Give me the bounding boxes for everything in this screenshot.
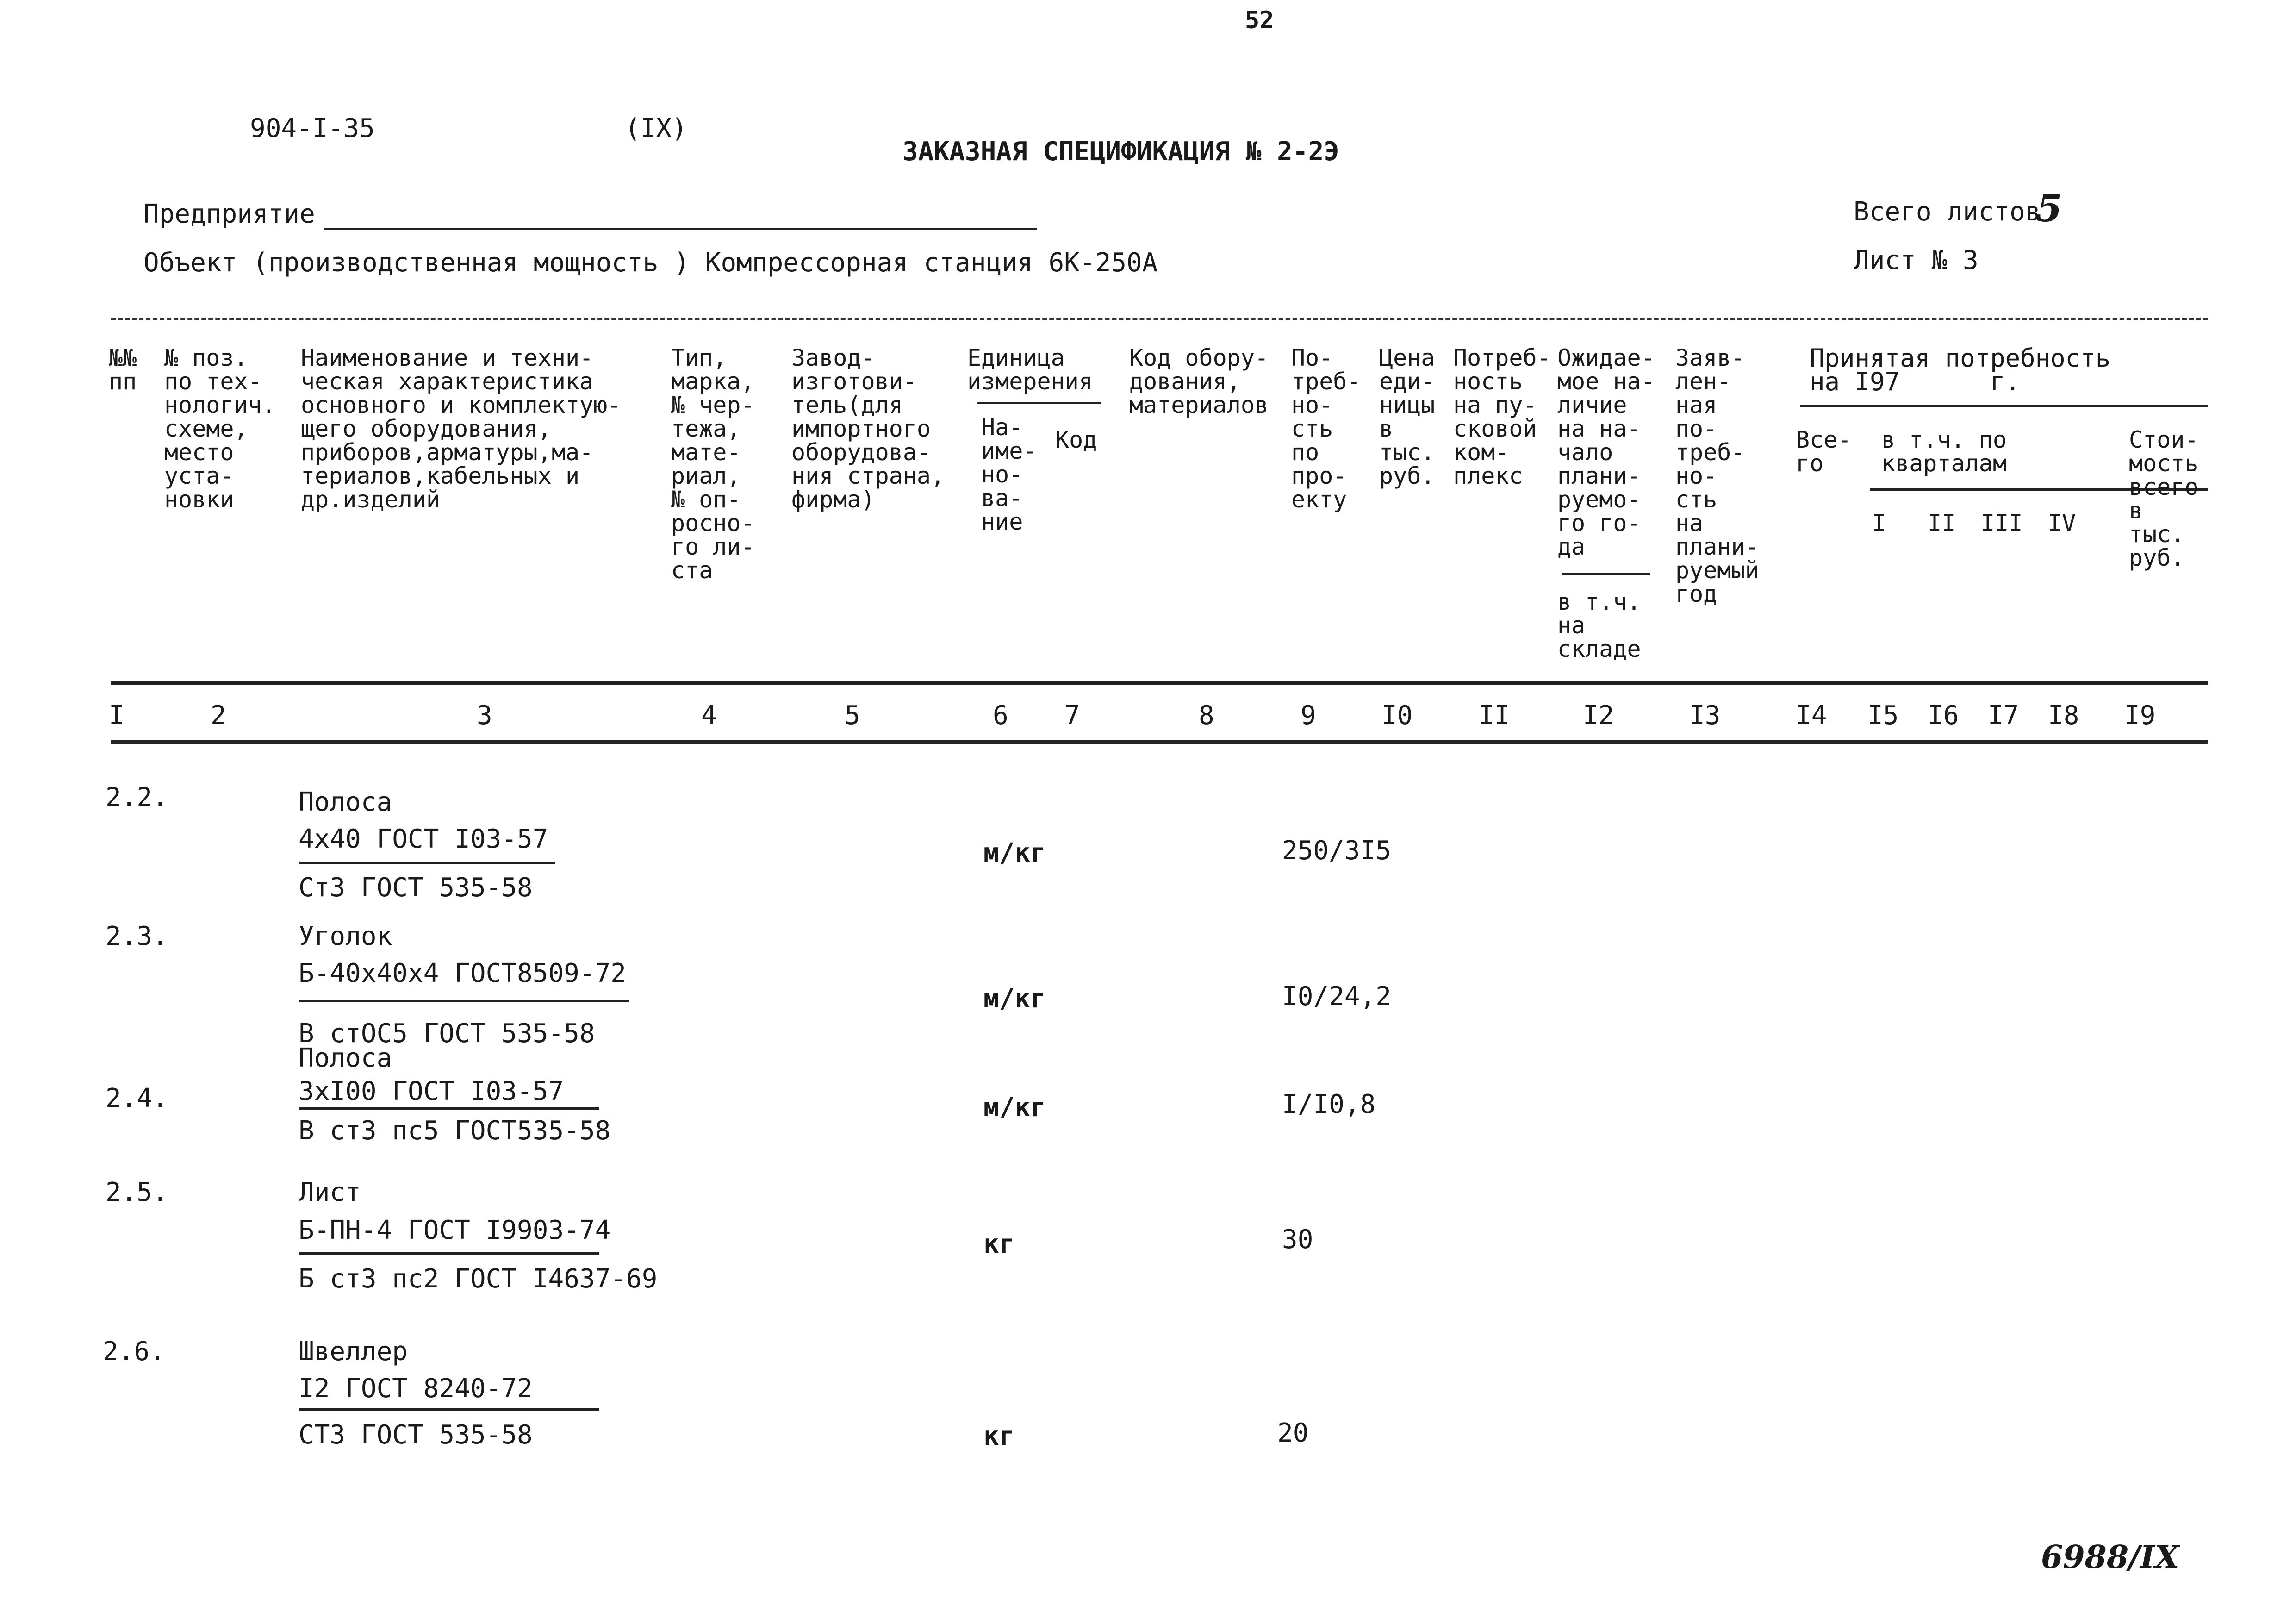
column-number: 5 [845,700,860,731]
header-col-6: На- име- но- ва- ние [981,414,1037,535]
item-spec: 3хI00 ГОСТ I03-57 [299,1076,564,1106]
column-number: I4 [1796,700,1827,731]
row-number: 2.5. [106,1177,168,1207]
item-material: В ст3 пс5 ГОСТ535-58 [299,1116,611,1146]
column-number: 9 [1300,700,1316,731]
header-col-2: № поз. по тех- нологич. схеме, место уста- новки [164,344,276,513]
item-spec: Б-ПН-4 ГОСТ I9903-74 [299,1215,611,1245]
column-number: 7 [1064,700,1080,731]
page-number: 52 [1245,6,1274,34]
item-name: Полоса [299,787,392,817]
row-number: 2.4. [106,1083,168,1113]
column-number: I9 [2124,700,2156,731]
row-number: 2.3. [106,921,168,951]
total-sheets-value: 5 [2036,187,2062,230]
document-title: ЗАКАЗНАЯ СПЕЦИФИКАЦИЯ № 2-2Э [902,137,1340,167]
col-12-subrule [1562,573,1650,575]
header-col-19: Стои- мость всего в тыс. руб. [2129,426,2199,571]
column-number: I3 [1689,700,1721,731]
column-number: 2 [211,700,226,731]
column-number: I0 [1381,700,1413,731]
item-quantity: 20 [1277,1418,1309,1448]
volume-label: (IX) [625,113,687,144]
header-quarters-group: в т.ч. по кварталам [1881,426,2007,477]
item-unit: м/кг [983,984,1046,1014]
item-spec: Б-40х40х4 ГОСТ8509-72 [299,958,627,988]
header-quarter-4: IV [2048,510,2076,537]
item-unit: м/кг [983,1093,1046,1123]
header-col-14: Все- го [1796,426,1852,477]
item-material: В стОС5 ГОСТ 535-58 [299,1018,595,1049]
column-number: 8 [1199,700,1214,731]
unit-group-rule [977,402,1101,404]
item-name: Лист [299,1177,361,1207]
header-bottom-rule [111,681,2208,685]
header-col-12: Ожидае- мое на- личие на на- чало плани- руемо- го го- да [1557,344,1655,560]
header-col-12-stock: в т.ч. на складе [1557,588,1641,662]
header-col-3: Наименование и техни- ческая характеристика основного и комплектую- щего оборудования, приборов,арматуры,ма- териалов,кабельных и др.изделий [301,344,622,513]
item-quantity: I0/24,2 [1282,981,1392,1012]
header-col-5: Завод- изготови- тель(для импортного оборудова- ния страна, фирма) [791,344,945,513]
total-sheets-label: Всего листов [1854,197,2041,227]
item-unit: кг [983,1229,1015,1259]
item-name: Швеллер [299,1337,408,1367]
object-line: Объект (производственная мощность ) Компрессорная станция 6К-250А [143,248,1158,278]
item-spec: 4х40 ГОСТ I03-57 [299,824,548,854]
item-material: Ст3 ГОСТ 535-58 [299,873,533,903]
header-quarter-2: II [1928,510,1956,537]
fraction-rule [299,862,555,864]
item-quantity: 30 [1282,1224,1313,1255]
table-top-rule [111,318,2208,320]
sheet-number: Лист № 3 [1854,245,1979,275]
item-material: СТ3 ГОСТ 535-58 [299,1420,533,1450]
column-number: II [1479,700,1510,731]
row-number: 2.6. [103,1337,165,1367]
column-number: I6 [1928,700,1959,731]
item-unit: кг [983,1421,1015,1451]
header-col-10: Цена еди- ницы в тыс. руб. [1379,344,1435,489]
item-material: Б ст3 пс2 ГОСТ I4637-69 [299,1264,658,1294]
header-col-4: Тип, марка, № чер- тежа, мате- риал, № оп- росно- го ли- ста [671,344,755,584]
header-col-8: Код обору- дования, материалов [1129,344,1269,418]
header-col-9: По- треб- но- сть по про- екту [1291,344,1361,513]
header-col-1: №№ пп [109,344,137,395]
column-number: I2 [1583,700,1614,731]
enterprise-label: Предприятие [143,199,315,229]
column-numbers-bottom-rule [111,740,2208,744]
row-number: 2.2. [106,782,168,812]
header-quarter-1: I [1872,510,1886,537]
fraction-rule [299,1000,629,1002]
fraction-rule [299,1252,599,1255]
column-number: I7 [1988,700,2019,731]
column-number: 4 [701,700,717,731]
header-col-11: Потреб- ность на пу- сковой ком- плекс [1453,344,1551,489]
column-number: 6 [993,700,1008,731]
enterprise-underline [324,228,1037,230]
header-col-7: Код [1055,426,1097,453]
item-quantity: 250/3I5 [1282,836,1392,866]
column-number: I5 [1867,700,1899,731]
accepted-group-rule [1800,405,2208,407]
item-name: Уголок [299,921,392,951]
header-quarter-3: III [1981,510,2023,537]
item-quantity: I/I0,8 [1282,1089,1376,1119]
fraction-rule [299,1408,599,1411]
header-unit-group: Единица измерения [967,344,1093,395]
fraction-rule [299,1107,599,1110]
doc-code: 904-I-35 [250,113,375,144]
header-accepted-group: Принятая потребность на I97 г. [1810,344,2111,396]
item-spec: I2 ГОСТ 8240-72 [299,1374,533,1404]
column-number: I8 [2048,700,2079,731]
column-number: 3 [477,700,492,731]
item-name: Полоса [299,1043,392,1073]
footer-stamp: 6988/IX [2041,1539,2179,1576]
header-col-13: Заяв- лен- ная по- треб- но- сть на плани- руемый год [1675,344,1759,607]
column-number: I [109,700,124,731]
item-unit: м/кг [983,838,1046,868]
